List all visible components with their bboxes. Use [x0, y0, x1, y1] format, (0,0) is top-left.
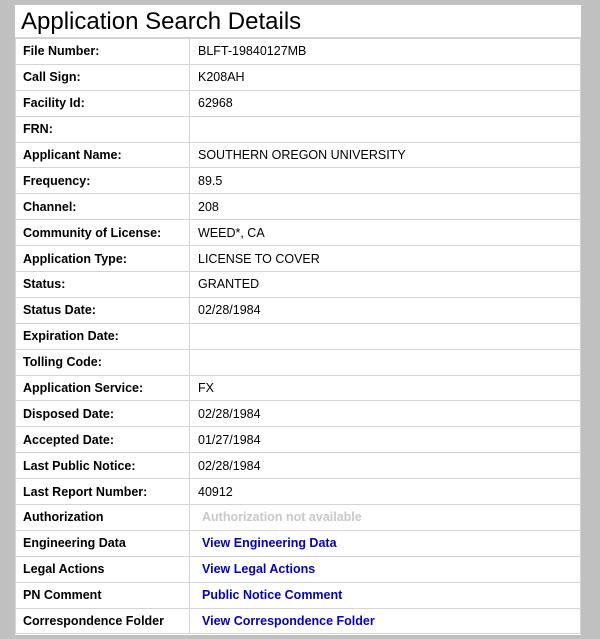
table-row: [16, 116, 581, 142]
view-engineering-data-link[interactable]: View Engineering Data: [202, 536, 337, 551]
application-type-label: Application Type:: [16, 246, 190, 272]
accepted-date-label: Accepted Date:: [16, 427, 190, 453]
page-title: Application Search Details: [15, 5, 581, 38]
frn-label: FRN:: [16, 116, 190, 142]
application-service-label: Application Service:: [16, 375, 190, 401]
call-sign-value: K208AH: [190, 64, 581, 90]
frequency-label: Frequency:: [16, 168, 190, 194]
table-row: [16, 427, 581, 453]
legal-actions-label: Legal Actions: [16, 556, 190, 582]
status-date-value: 02/28/1984: [190, 297, 581, 323]
authorization-unavailable-text: Authorization not available: [202, 510, 362, 525]
table-row: [16, 194, 581, 220]
public-notice-comment-link[interactable]: Public Notice Comment: [202, 588, 343, 603]
file-number-value: BLFT-19840127MB: [190, 39, 581, 65]
details-table: [15, 38, 581, 634]
correspondence-folder-label: Correspondence Folder: [16, 608, 190, 634]
application-service-value: FX: [190, 375, 581, 401]
facility-id-value: 62968: [190, 90, 581, 116]
expiration-date-value: [190, 323, 581, 349]
applicant-name-label: Applicant Name:: [16, 142, 190, 168]
view-correspondence-folder-link[interactable]: View Correspondence Folder: [202, 614, 375, 629]
community-of-license-value: WEED*, CA: [190, 220, 581, 246]
table-row: [16, 582, 581, 608]
table-row: [16, 142, 581, 168]
table-row: [16, 453, 581, 479]
applicant-name-value: SOUTHERN OREGON UNIVERSITY: [190, 142, 581, 168]
call-sign-label: Call Sign:: [16, 64, 190, 90]
table-row: [16, 556, 581, 582]
channel-label: Channel:: [16, 194, 190, 220]
table-row: [16, 505, 581, 531]
table-row: [16, 608, 581, 634]
engineering-data-label: Engineering Data: [16, 530, 190, 556]
last-report-number-label: Last Report Number:: [16, 479, 190, 505]
last-public-notice-value: 02/28/1984: [190, 453, 581, 479]
tolling-code-label: Tolling Code:: [16, 349, 190, 375]
view-legal-actions-link[interactable]: View Legal Actions: [202, 562, 316, 577]
tolling-code-value: [190, 349, 581, 375]
table-row: [16, 530, 581, 556]
accepted-date-value: 01/27/1984: [190, 427, 581, 453]
application-details-panel: [15, 5, 581, 635]
table-row: [16, 323, 581, 349]
last-report-number-value: 40912: [190, 479, 581, 505]
community-of-license-label: Community of License:: [16, 220, 190, 246]
table-row: [16, 246, 581, 272]
table-row: [16, 349, 581, 375]
authorization-label: Authorization: [16, 505, 190, 531]
facility-id-label: Facility Id:: [16, 90, 190, 116]
table-row: [16, 375, 581, 401]
frn-value: [190, 116, 581, 142]
frequency-value: 89.5: [190, 168, 581, 194]
status-date-label: Status Date:: [16, 297, 190, 323]
status-value: GRANTED: [190, 272, 581, 298]
expiration-date-label: Expiration Date:: [16, 323, 190, 349]
last-public-notice-label: Last Public Notice:: [16, 453, 190, 479]
channel-value: 208: [190, 194, 581, 220]
application-type-value: LICENSE TO COVER: [190, 246, 581, 272]
file-number-label: File Number:: [16, 39, 190, 65]
table-row: [16, 168, 581, 194]
status-label: Status:: [16, 272, 190, 298]
table-row: [16, 90, 581, 116]
pn-comment-label: PN Comment: [16, 582, 190, 608]
table-row: [16, 64, 581, 90]
table-row: [16, 401, 581, 427]
table-row: [16, 479, 581, 505]
table-row: [16, 297, 581, 323]
disposed-date-label: Disposed Date:: [16, 401, 190, 427]
table-row: [16, 272, 581, 298]
table-row: [16, 220, 581, 246]
disposed-date-value: 02/28/1984: [190, 401, 581, 427]
table-row: [16, 39, 581, 65]
